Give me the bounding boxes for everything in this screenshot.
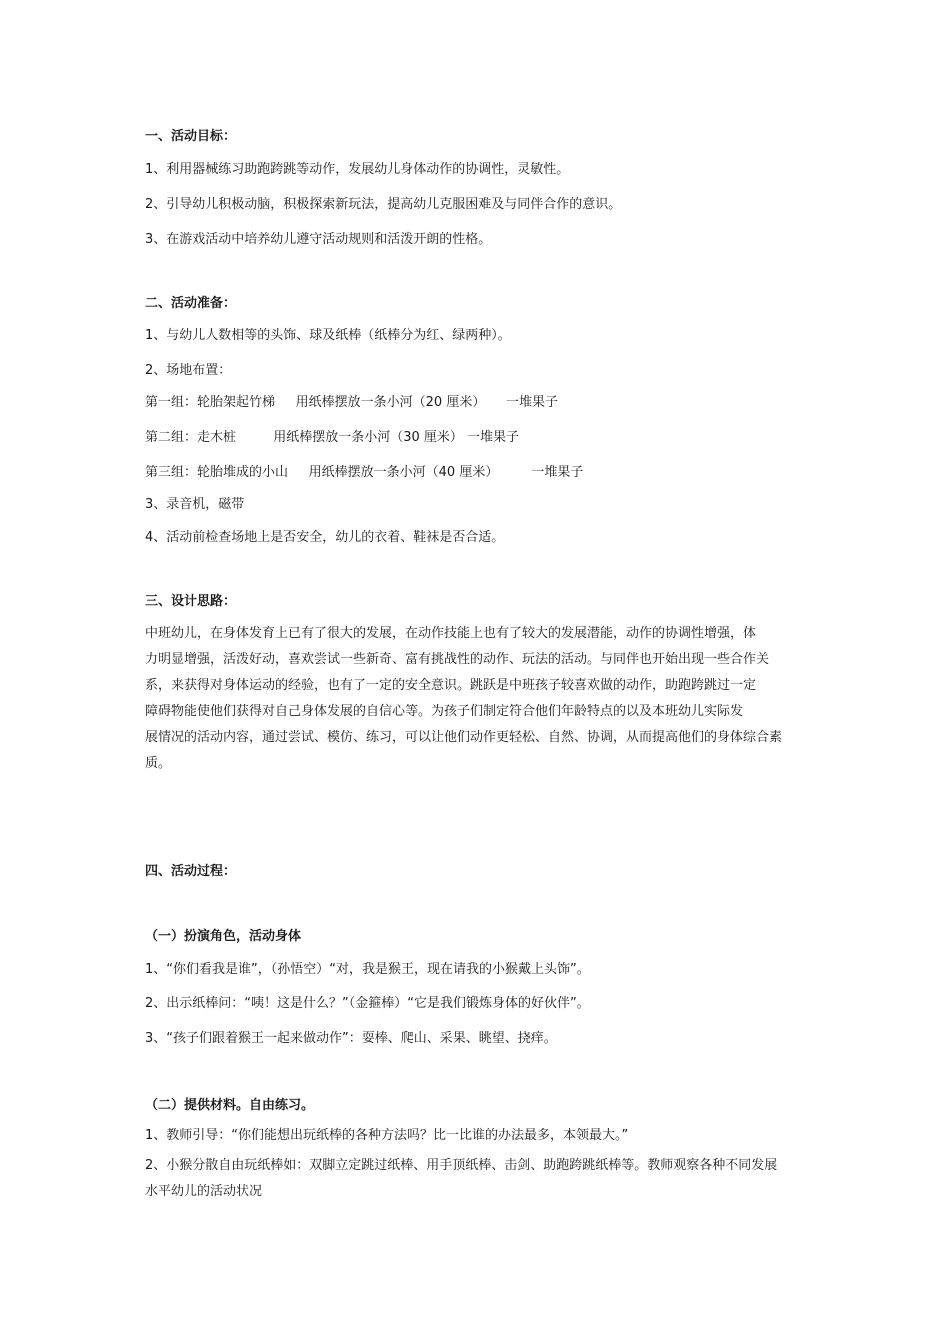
- process-2-item-1: 1、教师引导：“你们能想出玩纸棒的各种方法吗？比一比谁的办法最多，本领最大。”: [145, 1128, 629, 1143]
- prep-item-2: 2、场地布置：: [145, 363, 232, 378]
- process-1-item-3: 3、“孩子们跟着猴王一起来做动作”：耍棒、爬山、采果、眺望、挠痒。: [145, 1031, 557, 1046]
- prep-item-4: 4、活动前检查场地上是否安全，幼儿的衣着、鞋袜是否合适。: [145, 530, 505, 545]
- process-1-item-2: 2、出示纸棒问：“咦！这是什么？”（金箍棒）“它是我们锻炼身体的好伙伴”。: [145, 996, 590, 1011]
- section-4-heading: 四、活动过程：: [145, 864, 237, 879]
- section-1-heading: 一、活动目标：: [145, 129, 237, 144]
- process-2-line: 2、小猴分散自由玩纸棒如：双脚立定跳过纸棒、用手顶纸棒、击剑、助跑跨跳纸棒等。教师观察各种不同发展: [145, 1158, 778, 1173]
- subsection-1-heading: （一）扮演角色，活动身体: [145, 929, 302, 944]
- design-line: 中班幼儿，在身体发育上已有了很大的发展，在动作技能上也有了较大的发展潜能，动作的协调性增强，体: [145, 626, 757, 641]
- design-paragraph: [145, 621, 810, 777]
- prep-group-1: 第一组：轮胎架起竹梯 用纸棒摆放一条小河（20 厘米） 一堆果子: [145, 395, 558, 410]
- design-line: 系，来获得对身体运动的经验，也有了一定的安全意识。跳跃是中班孩子较喜欢做的动作，助跑跨跳过一定: [145, 678, 757, 693]
- design-line: 力明显增强，活泼好动，喜欢尝试一些新奇、富有挑战性的动作、玩法的活动。与同伴也开始出现一些合作关: [145, 652, 770, 667]
- goal-item-1: 1、利用器械练习助跑跨跳等动作，发展幼儿身体动作的协调性，灵敏性。: [145, 162, 570, 177]
- goal-item-2: 2、引导幼儿积极动脑，积极探索新玩法，提高幼儿克服困难及与同伴合作的意识。: [145, 197, 622, 212]
- section-2-heading: 二、活动准备：: [145, 296, 237, 311]
- process-2-item-2: [145, 1153, 810, 1205]
- process-2-line: 水平幼儿的活动状况: [145, 1184, 263, 1199]
- design-line: 质。: [145, 756, 172, 771]
- section-3-heading: 三、设计思路：: [145, 594, 237, 609]
- design-line: 展情况的活动内容，通过尝试、模仿、练习，可以让他们动作更轻松、自然、协调，从而提高他们的身体综合素: [145, 730, 783, 745]
- prep-item-1: 1、与幼儿人数相等的头饰、球及纸棒（纸棒分为红、绿两种）。: [145, 328, 511, 343]
- design-line: 障碍物能使他们获得对自己身体发展的自信心等。为孩子们制定符合他们年龄特点的以及本班幼儿实际发: [145, 704, 744, 719]
- goal-item-3: 3、在游戏活动中培养幼儿遵守活动规则和活泼开朗的性格。: [145, 232, 492, 247]
- subsection-2-heading: （二）提供材料。自由练习。: [145, 1098, 315, 1113]
- prep-group-2: 第二组：走木桩 用纸棒摆放一条小河（30 厘米） 一堆果子: [145, 430, 519, 445]
- prep-item-3: 3、录音机，磁带: [145, 497, 245, 512]
- process-1-item-1: 1、“你们看我是谁”，（孙悟空）“对，我是猴王，现在请我的小猴戴上头饰”。: [145, 962, 590, 977]
- prep-group-3: 第三组：轮胎堆成的小山 用纸棒摆放一条小河（40 厘米） 一堆果子: [145, 465, 584, 480]
